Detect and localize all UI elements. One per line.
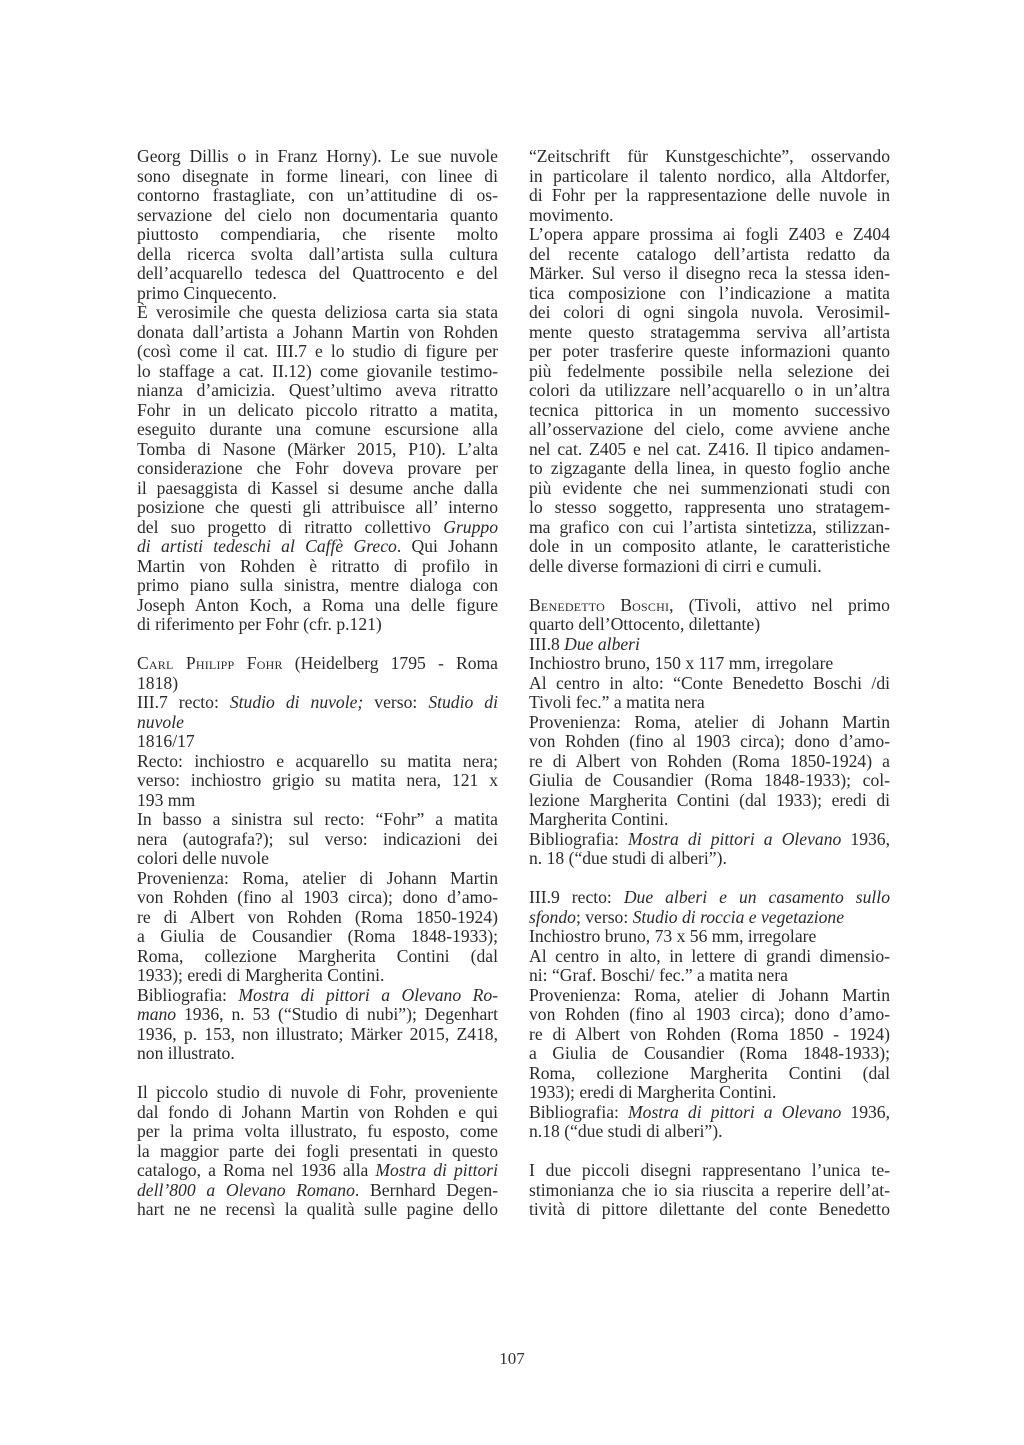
artwork-date: 1816/17 bbox=[137, 731, 195, 751]
text-line: lo staffage a cat. II.12) come giovanile testimo- bbox=[137, 360, 498, 381]
provenance-line: Giulia de Cousandier (Roma 1848-1933); col- bbox=[529, 770, 890, 790]
bibliography-line: n.18 (“due studi di alberi”). bbox=[529, 1121, 723, 1141]
technique-line: Recto: inchiostro e acquarello su matita nera; bbox=[137, 750, 498, 771]
text-run: . Bernhard Degen- bbox=[354, 1179, 498, 1200]
text-line: movimento. bbox=[529, 204, 614, 225]
text-line: Martin von Rohden è ritratto di profilo in bbox=[137, 555, 498, 576]
verso-label: verso: bbox=[363, 692, 429, 712]
provenance-line: Roma, collezione Margherita Contini (dal bbox=[529, 1062, 890, 1083]
paragraph-gap bbox=[529, 1142, 890, 1162]
text-line: delle diverse formazioni di cirri e cumuli. bbox=[529, 555, 822, 576]
bibliography-title: mano bbox=[137, 1004, 177, 1024]
text-line: tica composizione con l’indicazione a matita bbox=[529, 282, 890, 303]
body-paragraph-boschi bbox=[529, 1161, 890, 1220]
bibliography-label: Bibliografia: bbox=[137, 984, 239, 1005]
text-line: più fedelmente possibile nella selezione dei bbox=[529, 360, 890, 381]
text-line: hart ne ne recensì la qualità sulle pagine dello bbox=[137, 1199, 498, 1219]
artist-dates: (Heidelberg 1795 - Roma bbox=[282, 653, 498, 673]
provenance-line: Provenienza: Roma, atelier di Johann Martin bbox=[529, 984, 890, 1005]
bibliography-title: Mostra di pittori a Olevano Ro- bbox=[238, 984, 498, 1005]
catalog-entry-III-7 bbox=[137, 654, 498, 1064]
catalog-title-line bbox=[137, 693, 498, 713]
artist-dates: 1818) bbox=[137, 672, 179, 693]
text-line: del recente catalogo dell’artista redatto da bbox=[529, 243, 890, 264]
catalog-entry-III-8 bbox=[529, 596, 890, 869]
text-line: nel cat. Z405 e nel cat. Z416. Il tipico andamen- bbox=[529, 438, 890, 459]
text-line: primo piano sulla sinistra, mentre dialoga con bbox=[137, 575, 498, 595]
exhibition-title: Mostra di pittori bbox=[375, 1160, 498, 1180]
left-column bbox=[137, 147, 498, 1220]
artwork-title: Due alberi e un casamento sullo bbox=[623, 887, 890, 907]
bibliography-line bbox=[137, 1005, 498, 1025]
provenance-line: 1933); eredi di Margherita Contini. bbox=[137, 965, 385, 985]
text-line: È verosimile che questa deliziosa carta sia stata bbox=[137, 302, 498, 322]
provenance-line: a Giulia de Cousandier (Roma 1848-1933); bbox=[137, 926, 498, 946]
text-line: ma grafico con cui l’artista sintetizza, stilizzan- bbox=[529, 516, 890, 537]
text-run: 1936, bbox=[841, 1101, 890, 1122]
artwork-title: Studio di bbox=[428, 692, 498, 712]
catalog-entry-III-9 bbox=[529, 888, 890, 1142]
text-line: stimonianza che io sia riuscita a reperire dell’at- bbox=[529, 1179, 890, 1200]
catalog-title-line bbox=[137, 713, 498, 733]
artwork-title: di artisti tedeschi al Caffè Greco bbox=[137, 536, 397, 556]
provenance-line: Roma, collezione Margherita Contini (dal bbox=[137, 945, 498, 966]
catalog-number: III.8 bbox=[529, 633, 565, 654]
text-line bbox=[137, 537, 498, 557]
text-line: primo Cinquecento. bbox=[137, 282, 277, 303]
text-run: catalogo, a Roma nel 1936 alla bbox=[137, 1160, 376, 1180]
text-line: to zigzagante della linea, in questo foglio anche bbox=[529, 458, 890, 478]
text-line: Georg Dillis o in Franz Horny). Le sue nuvole bbox=[137, 146, 498, 166]
text-line: per poter trasferire queste informazioni quanto bbox=[529, 341, 890, 361]
text-line bbox=[137, 1181, 498, 1201]
provenance-line: von Rohden (fino al 1903 circa); dono d’amo- bbox=[529, 1004, 890, 1024]
text-line: Tomba di Nasone (Märker 2015, P10). L’alta bbox=[137, 438, 498, 459]
technique-line: 193 mm bbox=[137, 789, 196, 810]
bibliography-line: 1936, p. 153, non illustrato; Märker 2015, Z418, bbox=[137, 1023, 498, 1044]
text-line: piuttosto compendiaria, che risente molto bbox=[137, 224, 498, 244]
text-line: di riferimento per Fohr (cfr. p.121) bbox=[137, 614, 382, 634]
artist-dates: , (Tivoli, attivo nel primo bbox=[669, 594, 890, 615]
paragraph-gap bbox=[529, 576, 890, 596]
paragraph-gap bbox=[137, 1064, 498, 1084]
bibliography-line bbox=[529, 830, 890, 850]
text-line bbox=[137, 518, 498, 538]
artist-name: Benedetto Boschi bbox=[529, 594, 670, 615]
text-run: 1936, n. 53 (“Studio di nubi”); Degenhart bbox=[176, 1004, 498, 1024]
provenance-line: 1933); eredi di Margherita Contini. bbox=[529, 1082, 777, 1102]
text-line: tività di pittore dilettante del conte Benedetto bbox=[529, 1199, 890, 1219]
text-line: più evidente che nei summenzionati studi con bbox=[529, 477, 890, 498]
bibliography-line: n. 18 (“due studi di alberi”). bbox=[529, 848, 727, 868]
text-line: dal fondo di Johann Martin von Rohden e qui bbox=[137, 1101, 498, 1122]
text-line: la maggior parte dei fogli presentati in questo bbox=[137, 1140, 498, 1161]
text-line: dole in un composito atlante, le caratteristiche bbox=[529, 536, 890, 556]
provenance-line: Provenienza: Roma, atelier di Johann Martin bbox=[529, 711, 890, 732]
text-line: Il piccolo studio di nuvole di Fohr, proveniente bbox=[137, 1082, 498, 1102]
provenance-line: re di Albert von Rohden (Roma 1850-1924) a bbox=[529, 750, 890, 771]
inscription-line: In basso a sinistra sul recto: “Fohr” a matita bbox=[137, 809, 498, 829]
catalog-number: III.9 bbox=[529, 887, 560, 907]
text-line: considerazione che Fohr doveva provare per bbox=[137, 458, 498, 478]
text-line: colori da utilizzare nell’acquarello o in un’altra bbox=[529, 380, 890, 400]
paragraph-gap bbox=[137, 635, 498, 655]
artwork-title: Due alberi bbox=[564, 633, 640, 654]
catalog-number: III.7 bbox=[137, 692, 168, 712]
recto-label: recto: bbox=[167, 692, 230, 712]
verso-label: ; verso: bbox=[575, 906, 633, 927]
text-line: dei colori di ogni singola nuvola. Verosimil- bbox=[529, 302, 890, 322]
text-line: Fohr in un delicato piccolo ritratto a matita, bbox=[137, 399, 498, 420]
text-line: contorno frastagliate, con un’attitudine di os- bbox=[137, 185, 498, 205]
artist-name: Carl Philipp Fohr bbox=[137, 653, 283, 673]
provenance-line: re di Albert von Rohden (Roma 1850 - 1924) bbox=[529, 1023, 890, 1044]
body-paragraph-marker bbox=[529, 225, 890, 576]
text-line bbox=[137, 1161, 498, 1181]
artist-heading bbox=[529, 596, 890, 616]
text-run: . Qui Johann bbox=[396, 536, 498, 556]
right-column bbox=[529, 147, 890, 1220]
text-line: mente questo stratagemma serviva all’artista bbox=[529, 321, 890, 342]
provenance-line: Margherita Contini. bbox=[529, 809, 669, 829]
text-line: Märker. Sul verso il disegno reca la stessa iden- bbox=[529, 263, 890, 283]
inscription-line: Al centro in alto: “Conte Benedetto Boschi /di bbox=[529, 672, 890, 693]
artwork-title: sfondo bbox=[529, 906, 576, 927]
artist-heading bbox=[137, 654, 498, 674]
exhibition-title: dell’800 a Olevano Romano bbox=[137, 1179, 355, 1200]
artist-dates: quarto dell’Ottocento, dilettante) bbox=[529, 614, 761, 634]
intro-paragraph bbox=[137, 147, 498, 303]
text-run: 1936, bbox=[841, 828, 890, 849]
artwork-title: Studio di roccia e vegetazione bbox=[632, 906, 845, 927]
text-line: il paesaggista di Kassel si desume anche dalla bbox=[137, 477, 498, 498]
bibliography-line bbox=[529, 1103, 890, 1123]
text-line: servazione del cielo non documentaria quanto bbox=[137, 204, 498, 225]
body-paragraph-exhibition bbox=[137, 1083, 498, 1220]
text-line: all’osservazione del cielo, come avviene anche bbox=[529, 419, 890, 439]
provenance-line: von Rohden (fino al 1903 circa); dono d’amo- bbox=[137, 887, 498, 907]
text-line: donata dall’artista a Johann Martin von Rohden bbox=[137, 321, 498, 342]
catalog-title-line bbox=[529, 635, 890, 655]
artwork-title: Studio di nuvole; bbox=[229, 692, 364, 712]
provenance-line: von Rohden (fino al 1903 circa); dono d’amo- bbox=[529, 731, 890, 751]
bibliography-title: Mostra di pittori a Olevano bbox=[628, 1101, 842, 1122]
text-line: L’opera appare prossima ai fogli Z403 e Z404 bbox=[529, 224, 890, 244]
text-line: I due piccoli disegni rappresentano l’unica te- bbox=[529, 1160, 890, 1180]
technique-line: verso: inchiostro grigio su matita nera, 121 x bbox=[137, 770, 498, 790]
bibliography-line bbox=[137, 986, 498, 1006]
text-line: della ricerca svolta dall’artista sulla cultura bbox=[137, 243, 498, 264]
bibliography-title: Mostra di pittori a Olevano bbox=[628, 828, 842, 849]
catalog-title-line bbox=[529, 888, 890, 908]
provenance-line: re di Albert von Rohden (Roma 1850-1924) bbox=[137, 906, 498, 927]
text-line: “Zeitschrift für Kunstgeschichte”, osservando bbox=[529, 146, 890, 166]
inscription-line: nera (autografa?); sul verso: indicazioni dei bbox=[137, 828, 498, 849]
text-line: posizione che questi gli attribuisce all’ interno bbox=[137, 497, 498, 517]
bibliography-label: Bibliografia: bbox=[529, 1101, 628, 1122]
text-line: sono disegnate in forme lineari, con linee di bbox=[137, 165, 498, 186]
text-line: (così come il cat. III.7 e lo studio di figure per bbox=[137, 341, 498, 361]
text-line: nianza d’amicizia. Quest’ultimo aveva ritratto bbox=[137, 380, 498, 400]
recto-label: recto: bbox=[559, 887, 624, 907]
text-line: Joseph Anton Koch, a Roma una delle figure bbox=[137, 594, 498, 615]
text-run: del suo progetto di ritratto collettivo bbox=[137, 516, 444, 537]
inscription-line: Al centro in alto, in lettere di grandi dimensio- bbox=[529, 945, 890, 966]
text-line: di Fohr per la rappresentazione delle nuvole in bbox=[529, 185, 890, 205]
inscription-line: Tivoli fec.” a matita nera bbox=[529, 692, 705, 712]
text-line: lo stesso soggetto, rappresenta uno stratagem- bbox=[529, 497, 890, 517]
provenance-line: Provenienza: Roma, atelier di Johann Martin bbox=[137, 867, 498, 888]
technique-line: Inchiostro bruno, 150 x 117 mm, irregolare bbox=[529, 653, 834, 673]
text-line: in particolare il talento nordico, alla Altdorfer, bbox=[529, 165, 890, 186]
artwork-title: Gruppo bbox=[443, 516, 498, 537]
body-paragraph-zeitschrift bbox=[529, 147, 890, 225]
page-number: 107 bbox=[499, 1349, 525, 1368]
inscription-line: ni: “Graf. Boschi/ fec.” a matita nera bbox=[529, 965, 788, 985]
provenance-line: a Giulia de Cousandier (Roma 1848-1933); bbox=[529, 1043, 890, 1063]
technique-line: Inchiostro bruno, 73 x 56 mm, irregolare bbox=[529, 926, 817, 946]
provenance-line: lezione Margherita Contini (dal 1933); eredi di bbox=[529, 789, 890, 810]
body-paragraph-rohden bbox=[137, 303, 498, 635]
inscription-line: colori delle nuvole bbox=[137, 848, 269, 868]
bibliography-label: Bibliografia: bbox=[529, 828, 628, 849]
catalog-title-line bbox=[529, 908, 890, 928]
text-line: dell’acquarello tedesca del Quattrocento e del bbox=[137, 263, 498, 283]
text-line: tecnica pittorica in un momento successivo bbox=[529, 399, 890, 420]
text-line: per la prima volta illustrato, fu esposto, come bbox=[137, 1121, 498, 1141]
text-line: eseguito durante una comune escursione alla bbox=[137, 419, 498, 439]
bibliography-line: non illustrato. bbox=[137, 1043, 235, 1063]
paragraph-gap bbox=[529, 869, 890, 889]
artwork-title: nuvole bbox=[137, 711, 184, 732]
